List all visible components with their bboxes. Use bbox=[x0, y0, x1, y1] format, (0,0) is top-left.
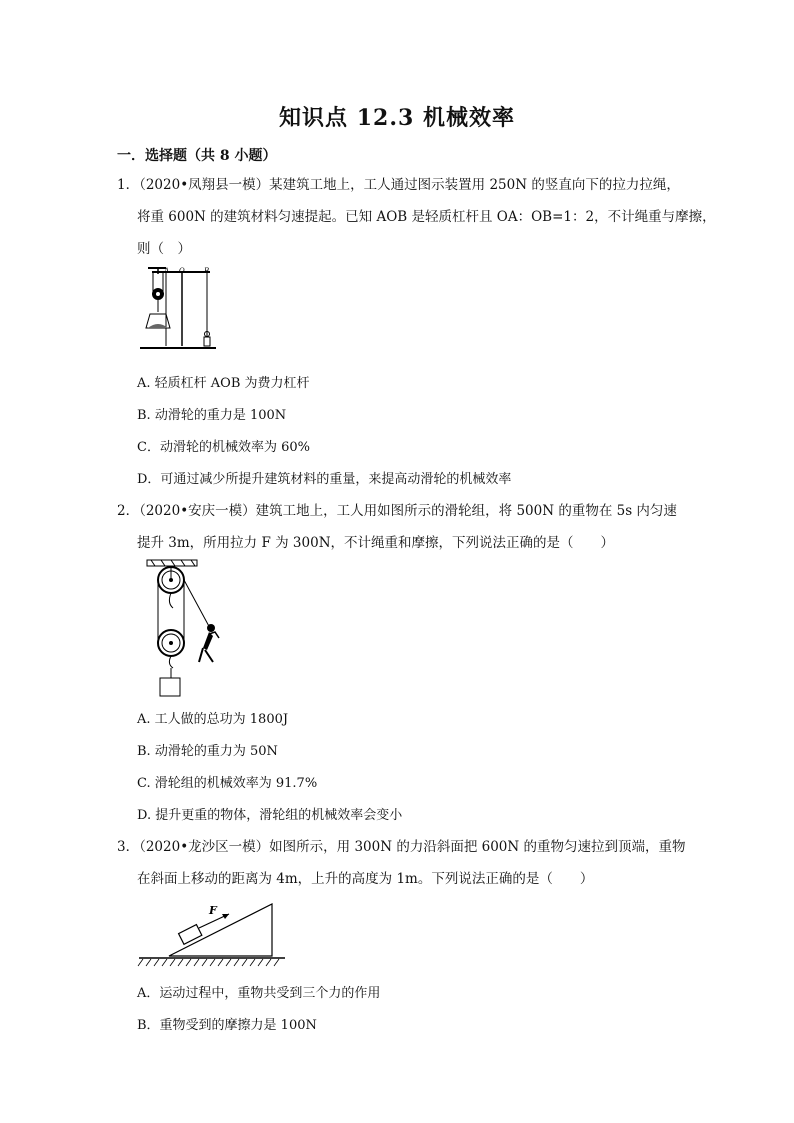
question-2-option-c: C. 滑轮组的机械效率为 91.7% bbox=[137, 776, 318, 791]
question-3-stem-line-1: 3．（2020•龙沙区一模）如图所示，用 300N 的力沿斜面把 600N 的重物匀速拉到顶端，重物 bbox=[117, 839, 686, 855]
question-2-option-d: D. 提升更重的物体，滑轮组的机械效率会变小 bbox=[137, 808, 403, 823]
pulley-system-figure bbox=[143, 558, 233, 703]
section-heading: 一．选择题（共 8 小题） bbox=[117, 148, 277, 164]
incline-figure bbox=[137, 898, 289, 970]
question-1-stem-line-2: 将重 600N 的建筑材料匀速提起。已知 AOB 是轻质杠杆且 OA：OB=1：2，不计绳重与摩擦， bbox=[137, 209, 716, 225]
label-b: B bbox=[204, 267, 210, 275]
question-1-option-a: A. 轻质杠杆 AOB 为费力杠杆 bbox=[137, 376, 310, 391]
label-f: F bbox=[209, 904, 217, 917]
question-2-option-a: A. 工人做的总功为 1800J bbox=[137, 712, 289, 727]
question-3-stem-line-2: 在斜面上移动的距离为 4m，上升的高度为 1m。下列说法正确的是（ ） bbox=[137, 871, 594, 887]
question-2-stem-line-2: 提升 3m，所用拉力 F 为 300N，不计绳重和摩擦，下列说法正确的是（ ） bbox=[137, 535, 615, 551]
label-o: O bbox=[179, 267, 185, 275]
question-2-stem-line-1: 2．（2020•安庆一模）建筑工地上，工人用如图所示的滑轮组，将 500N 的重物在 5s 内匀速 bbox=[117, 503, 677, 519]
question-1-option-c: C．动滑轮的机械效率为 60% bbox=[137, 440, 310, 455]
question-3-option-a: A．运动过程中，重物共受到三个力的作用 bbox=[137, 986, 381, 1001]
question-3-option-b: B．重物受到的摩擦力是 100N bbox=[137, 1018, 317, 1033]
question-1-option-d: D．可通过减少所提升建筑材料的重量，来提高动滑轮的机械效率 bbox=[137, 472, 512, 487]
lever-pulley-figure bbox=[138, 264, 218, 354]
page-title: 知识点 12.3 机械效率 bbox=[279, 105, 515, 131]
question-2-option-b: B. 动滑轮的重力为 50N bbox=[137, 744, 278, 759]
question-1-stem-line-3: 则（ ） bbox=[137, 241, 191, 257]
question-1-stem-line-1: 1．（2020•凤翔县一模）某建筑工地上，工人通过图示装置用 250N 的竖直向下的拉力拉绳， bbox=[117, 177, 680, 193]
label-a: A bbox=[164, 267, 170, 275]
question-1-option-b: B. 动滑轮的重力是 100N bbox=[137, 408, 287, 423]
